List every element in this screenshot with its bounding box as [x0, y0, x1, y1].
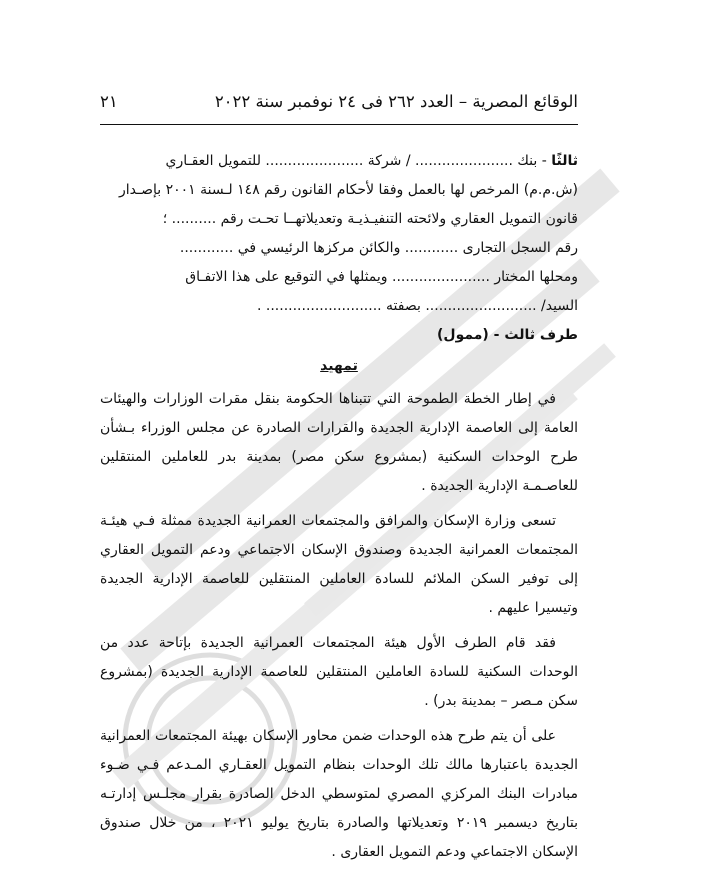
page-number: ٢١: [100, 92, 118, 111]
third-party-line-1: ثالثًا - بنك ...................... / شركة ...................... للتمويل العقـاري: [165, 153, 578, 169]
page-header: [100, 92, 578, 111]
header-title: الوقائع المصرية – العدد ٢٦٢ فى ٢٤ نوفمبر سنة ٢٠٢٢: [214, 92, 578, 111]
paragraph-3: فقد قام الطرف الأول هيئة المجتمعات العمرانية الجديدة بإتاحة عدد من الوحدات السكنية للسادة العاملين المنتقلين للعاصمة الإدارية الجديدة (بمشروع سكن مـصر – بمدينة بدر) .: [100, 635, 578, 709]
paragraph-2: تسعى وزارة الإسكان والمرافق والمجتمعات العمرانية الجديدة ممثلة فـي هيئـة المجتمعات العمرانية الجديدة وصندوق الإسكان الاجتماعي ودعم التمويل العقاري إلى توفير السكن الملائم للسادة العاملين المنتقلين للعاصمة الإدارية الجديدة وتيسيرا عليهم .: [100, 513, 578, 616]
third-party-line-4: رقم السجل التجارى ............ والكائن مركزها الرئيسي في ............: [179, 240, 578, 256]
role-label: طرف ثالث: [504, 327, 578, 343]
third-party-line-5: ومحلها المختار ...................... ويمثلها في التوقيع على هذا الاتفـاق: [185, 269, 578, 285]
third-party-role: [100, 321, 578, 350]
paragraph-4: على أن يتم طرح هذه الوحدات ضمن محاور الإسكان بهيئة المجتمعات العمرانية الجديدة باعتبارها مالك تلك الوحدات بنظام التمويل العقـاري المـدعم فـي ضـوء مبادرات البنك المركزي المصري لمتوسطي الدخل الصادرة بقرار مجلـس إدارتـه بتاريخ ديسمبر ٢٠١٩ وتعديلاتها والصادرة بتاريخ يوليو ٢٠٢١ ، من خلال صندوق الإسكان الاجتماعي ودعم التمويل العقارى .: [100, 728, 578, 860]
third-party-line-3: قانون التمويل العقاري ولائحته التنفيـذيـة وتعديلاتهــا تحـت رقم .......... ؛: [162, 211, 578, 227]
third-party-line-2: (ش.م.م) المرخص لها بالعمل وفقا لأحكام القانون رقم ١٤٨ لـسنة ٢٠٠١ بإصـدار: [118, 182, 578, 198]
third-party-line-6: السيد/ ......................... بصفته .......................... .: [257, 298, 578, 314]
header-divider: [100, 124, 578, 125]
role-suffix: - (ممول): [437, 327, 505, 343]
preamble-title: تمهيد: [320, 358, 358, 374]
third-party-label: ثالثًا: [551, 153, 578, 169]
paragraph-1: في إطار الخطة الطموحة التي تتبناها الحكومة بنقل مقرات الوزارات والهيئات العامة إلى العاصمة الإدارية الجديدة والقرارات الصادرة عن مجلس الوزراء بـشأن طرح الوحدات السكنية (بمشروع سكن مصر) بمدينة بدر للعاملين المنتقلين للعاصـمـة الإدارية الجديدة .: [100, 391, 578, 494]
document-body: [100, 147, 578, 867]
